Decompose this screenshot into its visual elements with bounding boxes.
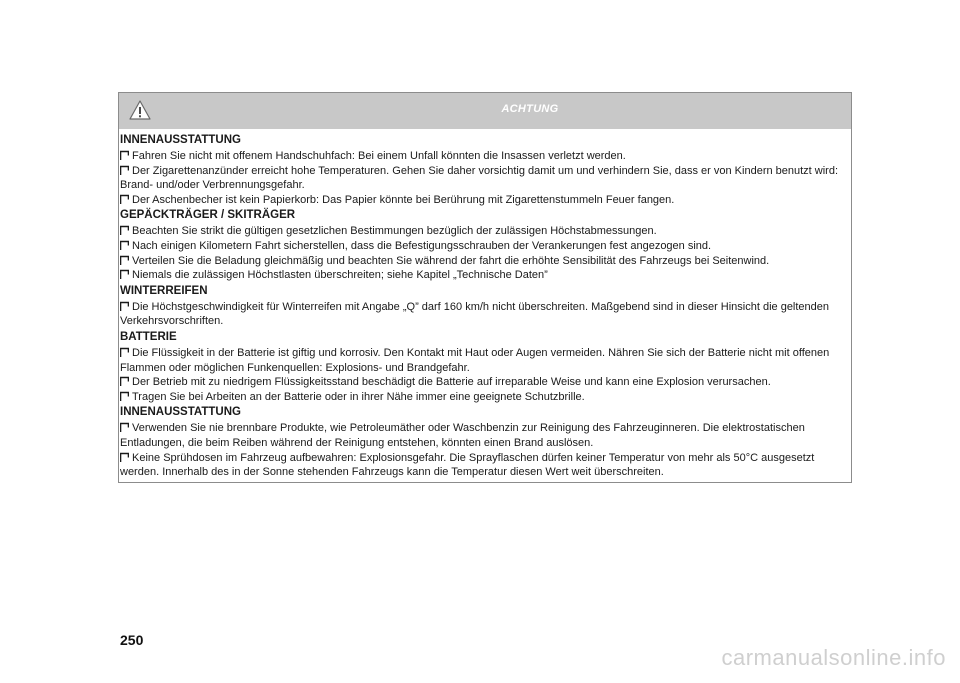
bullet-item xyxy=(120,346,849,375)
bullet-text: Beachten Sie strikt die gültigen gesetzlichen Bestimmungen bezüglich der zulässigen Höchstabmessungen. xyxy=(132,225,657,238)
warning-header xyxy=(119,93,851,129)
bullet-text: Der Aschenbecher ist kein Papierkorb: Das Papier könnte bei Berührung mit Zigarettenstummeln Feuer fangen. xyxy=(132,193,675,206)
section-heading: WINTERREIFEN xyxy=(120,284,208,297)
warning-box xyxy=(118,92,852,483)
warning-body xyxy=(119,129,851,480)
section-heading: GEPÄCKTRÄGER / SKITRÄGER xyxy=(120,209,296,222)
page-number: 250 xyxy=(120,632,144,648)
section-heading: INNENAUSSTATTUNG xyxy=(120,134,241,146)
bullet-item xyxy=(120,375,849,390)
bullet-text: Niemals die zulässigen Höchstlasten überschreiten; siehe Kapitel „Technische Daten” xyxy=(132,269,548,282)
bullet-marker-icon xyxy=(120,301,129,310)
bullet-item xyxy=(120,421,849,450)
bullet-text: Tragen Sie bei Arbeiten an der Batterie oder in ihrer Nähe immer eine geeignete Schutzbrille. xyxy=(132,390,585,403)
bullet-item xyxy=(120,193,849,208)
bullet-item xyxy=(120,164,849,193)
bullet-text: Verwenden Sie nie brennbare Produkte, wie Petroleumäther oder Waschbenzin zur Reinigung des Fahrzeuginneren. Die elektrostatischen Entladungen, die beim Reiben während der Reinigung entstehen, könnten einen Brand auslösen. xyxy=(120,422,805,449)
bullet-item xyxy=(120,254,849,269)
warning-title: ACHTUNG xyxy=(501,103,559,115)
bullet-item xyxy=(120,300,849,329)
bullet-marker-icon xyxy=(120,391,129,400)
bullet-item xyxy=(120,390,849,405)
bullet-item xyxy=(120,239,849,254)
bullet-marker-icon xyxy=(120,452,129,461)
bullet-marker-icon xyxy=(120,376,129,385)
bullet-item xyxy=(120,224,849,239)
bullet-text: Nach einigen Kilometern Fahrt sicherstellen, dass die Befestigungsschrauben der Verankerungen fest angezogen sind. xyxy=(132,239,712,252)
bullet-text: Fahren Sie nicht mit offenem Handschuhfach: Bei einem Unfall könnten die Insassen verletzt werden. xyxy=(132,150,626,162)
bullet-marker-icon xyxy=(120,165,129,174)
section-heading: INNENAUSSTATTUNG xyxy=(120,406,241,419)
bullet-marker-icon xyxy=(120,422,129,431)
bullet-marker-icon xyxy=(120,269,129,278)
bullet-marker-icon xyxy=(120,150,129,159)
bullet-marker-icon xyxy=(120,255,129,264)
bullet-marker-icon xyxy=(120,225,129,234)
bullet-marker-icon xyxy=(120,347,129,356)
section-heading: BATTERIE xyxy=(120,330,177,343)
bullet-item xyxy=(120,451,849,480)
bullet-marker-icon xyxy=(120,240,129,249)
bullet-marker-icon xyxy=(120,194,129,203)
bullet-text: Keine Sprühdosen im Fahrzeug aufbewahren: Explosionsgefahr. Die Sprayflaschen dürfen keiner Temperatur von mehr als 50°C ausgesetzt werden. Innerhalb des in der Sonne stehenden Fahrzeugs kann die Temperatur diesen Wert weit überschreiten. xyxy=(120,451,815,479)
bullet-text: Verteilen Sie die Beladung gleichmäßig und beachten Sie während der fahrt die erhöhte Sensibilität des Fahrzeugs bei Seitenwind. xyxy=(132,254,770,267)
watermark[interactable]: carmanualsonline.info xyxy=(721,645,946,670)
bullet-text: Der Zigarettenanzünder erreicht hohe Temperaturen. Gehen Sie daher vorsichtig damit um und verhindern Sie, dass er von Kindern benutzt wird: Brand- und/oder Verbrennungsgefahr. xyxy=(120,164,839,192)
bullet-item xyxy=(120,268,849,283)
bullet-text: Die Flüssigkeit in der Batterie ist giftig und korrosiv. Den Kontakt mit Haut oder Augen vermeiden. Nähren Sie sich der Batterie nicht mit offenen Flammen oder möglichen Funkenquellen: Explosions- und Brandgefahr. xyxy=(120,346,830,374)
bullet-text: Die Höchstgeschwindigkeit für Winterreifen mit Angabe „Q” darf 160 km/h nicht überschreiten. Maßgebend sind in dieser Hinsicht die geltenden Verkehrsvorschriften. xyxy=(120,300,830,328)
bullet-item xyxy=(120,149,849,164)
bullet-text: Der Betrieb mit zu niedrigem Flüssigkeitsstand beschädigt die Batterie auf irreparable Weise und kann eine Explosion verursachen. xyxy=(132,376,771,389)
